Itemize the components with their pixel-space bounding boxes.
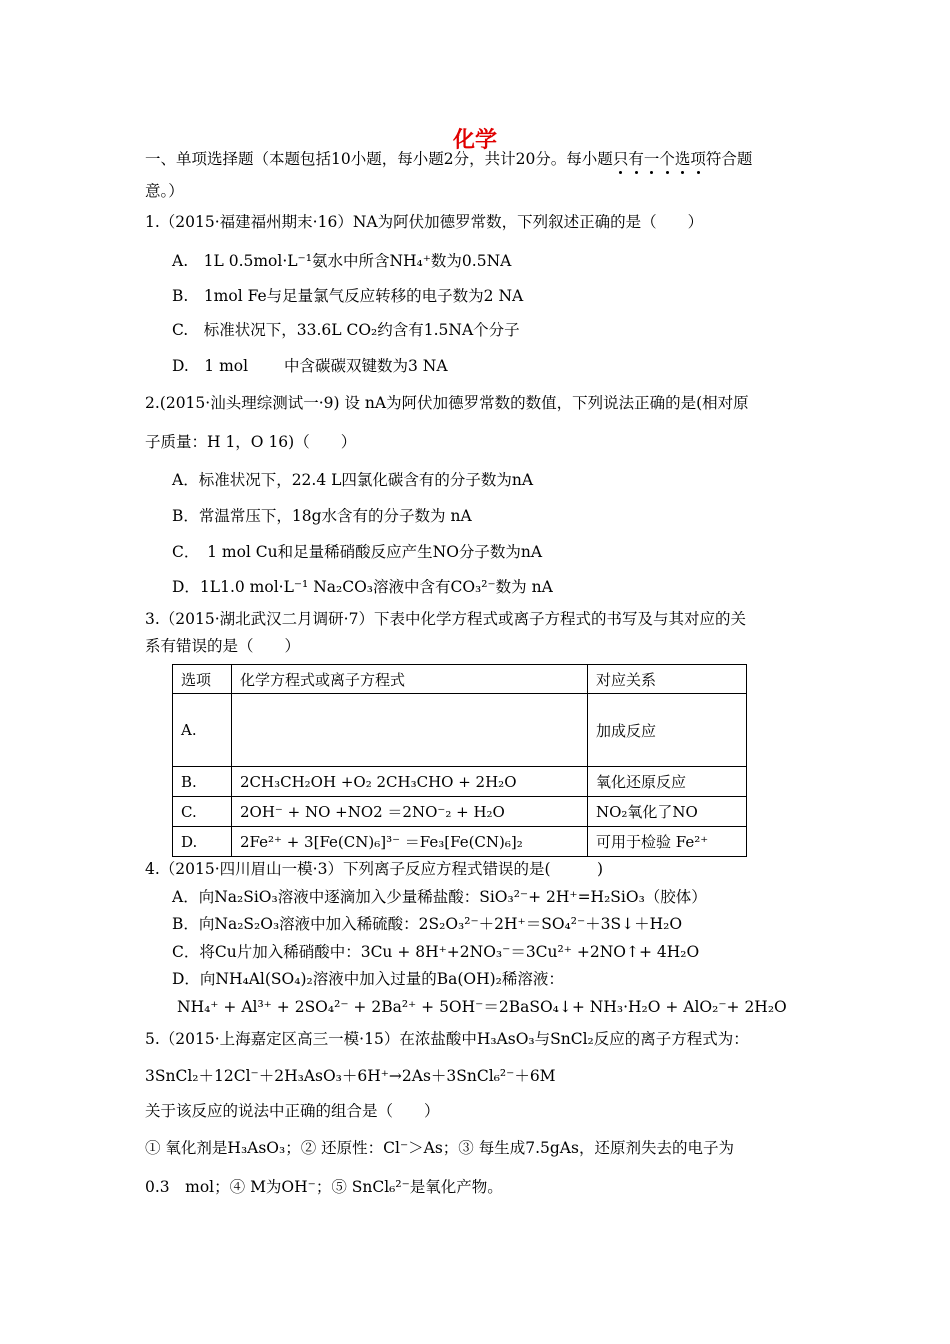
table-header: 对应关系 <box>588 665 747 694</box>
question-2-option-c: C． 1 mol Cu和足量稀硝酸反应产生NO分子数为nA <box>172 543 543 561</box>
table-row <box>173 797 747 827</box>
table-cell: 2CH₃CH₂OH +O₂ 2CH₃CHO + 2H₂O <box>232 767 588 797</box>
emphasis-char: 只 <box>612 150 629 168</box>
equation-table <box>172 664 747 857</box>
table-cell: C. <box>173 797 232 827</box>
question-4-option-d-equation: NH₄⁺ + Al³⁺ + 2SO₄²⁻ + 2Ba²⁺ + 5OH⁻＝2BaSO₄↓+ NH₃·H₂O + AlO₂⁻+ 2H₂O <box>177 998 787 1016</box>
question-5-options-cont: 0.3 mol；④ M为OH⁻；⑤ SnCl₆²⁻是氧化产物。 <box>145 1178 503 1196</box>
page-title: 化学 <box>452 127 497 153</box>
question-4-option-b: B．向Na₂S₂O₃溶液中加入稀硫酸：2S₂O₃²⁻＋2H⁺＝SO₄²⁻＋3S↓＋H₂O <box>172 915 683 933</box>
emphasis-char: 项 <box>690 150 706 168</box>
question-1-stem: 1.（2015·福建福州期末·16）NA为阿伏加德罗常数，下列叙述正确的是（ ） <box>145 213 704 231</box>
question-5-equation: 3SnCl₂＋12Cl⁻＋2H₃AsO₃＋6H⁺→2As＋3SnCl₆²⁻＋6M <box>145 1067 556 1085</box>
section-heading-tail: 符合题 <box>705 150 753 168</box>
table-cell: 加成反应 <box>588 694 747 767</box>
table-cell: B. <box>173 767 232 797</box>
table-cell <box>232 694 588 767</box>
emphasis-char: 一 <box>643 150 660 168</box>
question-3-stem: 3.（2015·湖北武汉二月调研·7）下表中化学方程式或离子方程式的书写及与其对应的关 <box>145 610 746 628</box>
table-cell: 可用于检验 Fe²⁺ <box>588 827 747 857</box>
emphasis-char: 个 <box>659 150 675 168</box>
section-heading <box>145 149 752 169</box>
question-2-option-d: D．1L1.0 mol·L⁻¹ Na₂CO₃溶液中含有CO₃²⁻数为 nA <box>172 578 553 596</box>
table-row <box>173 694 747 767</box>
table-header: 选项 <box>173 665 232 694</box>
question-2-stem: 2.(2015·汕头理综测试一·9) 设 nA为阿伏加德罗常数的数值，下列说法正确的是(相对原 <box>145 394 749 412</box>
question-1-option-a: A. 1L 0.5mol·L⁻¹氨水中所含NH₄⁺数为0.5NA <box>172 252 512 270</box>
table-row <box>173 767 747 797</box>
question-5-question: 关于该反应的说法中正确的组合是（ ） <box>145 1102 440 1120</box>
question-1-option-d: D. 1 mol 中含碳碳双键数为3 NA <box>172 357 448 375</box>
table-cell: 2OH⁻ + NO +NO2 ＝2NO⁻₂ + H₂O <box>232 797 588 827</box>
question-2-stem-cont: 子质量：H 1，O 16)（ ） <box>145 433 357 451</box>
table-cell: NO₂氧化了NO <box>588 797 747 827</box>
table-cell: D. <box>173 827 232 857</box>
question-5-options: ① 氧化剂是H₃AsO₃；② 还原性：Cl⁻＞As；③ 每生成7.5gAs，还原剂失去的电子为 <box>145 1139 734 1157</box>
table-cell: A. <box>173 694 232 767</box>
question-4-option-a: A．向Na₂SiO₃溶液中逐滴加入少量稀盐酸：SiO₃²⁻+ 2H⁺=H₂SiO₃（胶体） <box>172 888 707 906</box>
table-cell: 氧化还原反应 <box>588 767 747 797</box>
section-heading-text: 一、单项选择题（本题包括10小题，每小题2分，共计20分。每小题 <box>145 150 613 168</box>
table-header-row <box>173 665 747 694</box>
emphasis-char: 选 <box>674 150 691 168</box>
table-cell: 2Fe²⁺ + 3[Fe(CN)₆]³⁻ ＝Fe₃[Fe(CN)₆]₂ <box>232 827 588 857</box>
question-4-option-d: D．向NH₄Al(SO₄)₂溶液中加入过量的Ba(OH)₂稀溶液： <box>172 970 564 988</box>
question-1-option-b: B. 1mol Fe与足量氯气反应转移的电子数为2 NA <box>172 287 524 305</box>
question-2-option-a: A．标准状况下，22.4 L四氯化碳含有的分子数为nA <box>172 471 534 489</box>
question-5-stem: 5.（2015·上海嘉定区高三一模·15）在浓盐酸中H₃AsO₃与SnCl₂反应的离子方程式为： <box>145 1030 749 1048</box>
emphasis-char: 有 <box>628 150 644 168</box>
question-4-option-c: C．将Cu片加入稀硝酸中：3Cu + 8H⁺+2NO₃⁻＝3Cu²⁺ +2NO↑+ 4H₂O <box>172 943 700 961</box>
question-3-stem-cont: 系有错误的是（ ） <box>145 637 301 655</box>
question-4-stem: 4.（2015·四川眉山一模·3）下列离子反应方程式错误的是( ) <box>145 860 604 878</box>
table-header: 化学方程式或离子方程式 <box>232 665 588 694</box>
table-row <box>173 827 747 857</box>
question-2-option-b: B．常温常压下，18g水含有的分子数为 nA <box>172 507 472 525</box>
question-1-option-c: C. 标准状况下，33.6L CO₂约含有1.5NA个分子 <box>172 321 520 339</box>
section-heading-cont: 意。） <box>145 182 184 200</box>
